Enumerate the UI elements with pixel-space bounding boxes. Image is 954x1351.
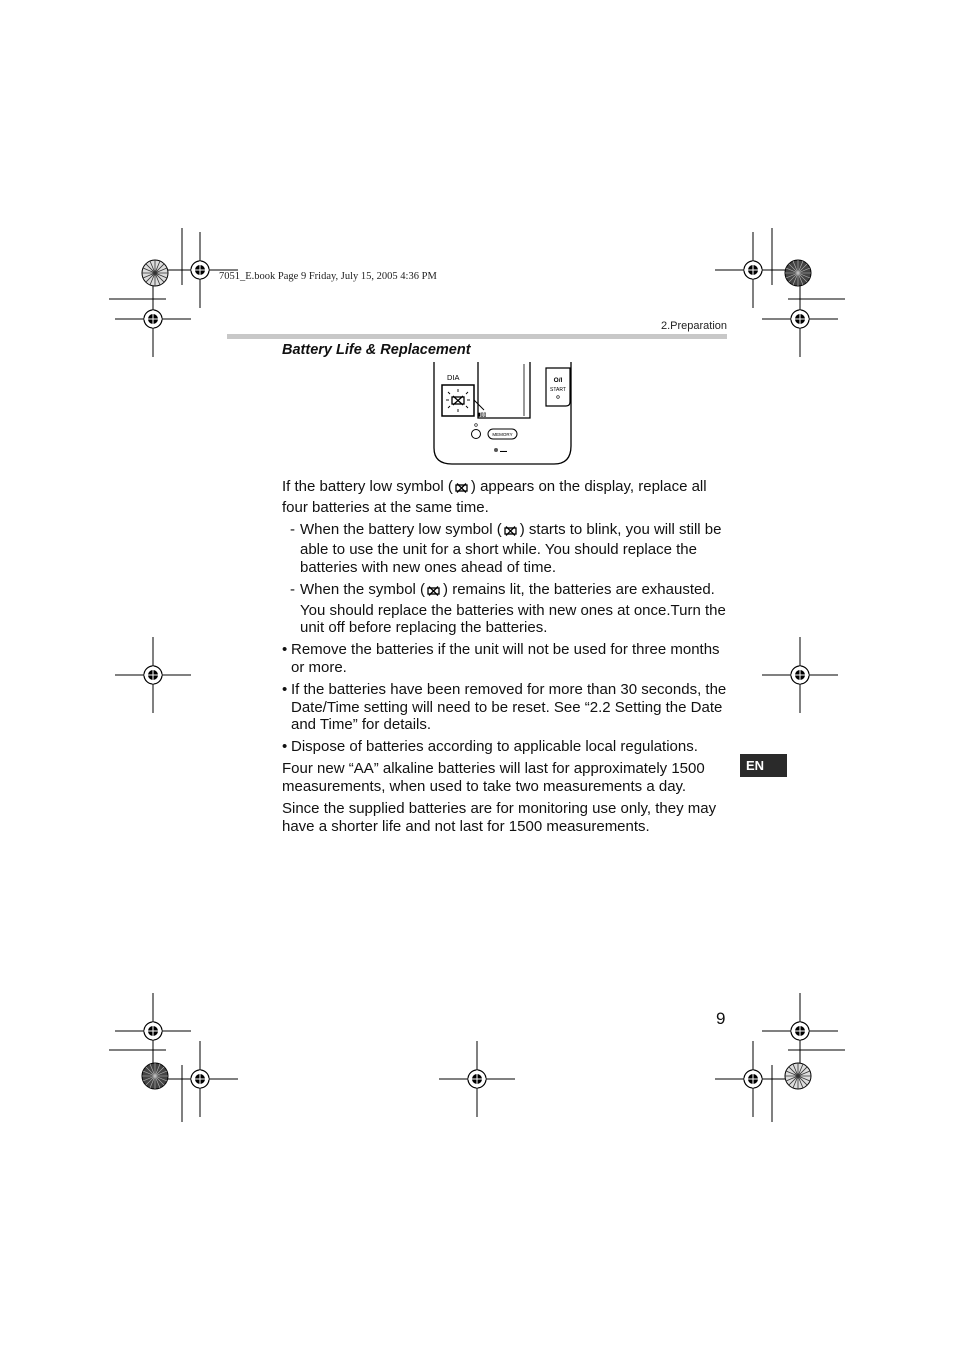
print-header: 7051_E.book Page 9 Friday, July 15, 2005 4:36 PM [219, 271, 437, 282]
language-tab: EN [740, 754, 787, 777]
section-label: 2.Preparation [660, 320, 727, 332]
svg-text:▮▯▯: ▮▯▯ [478, 412, 487, 418]
intro-paragraph: If the battery low symbol ( ) appears on the display, replace all four batteries at the same time. [282, 478, 707, 516]
header-rule [227, 334, 727, 339]
start-label: START [550, 387, 566, 393]
page-number: 9 [716, 1009, 726, 1028]
list-item: • Dispose of batteries according to applicable local regulations. [282, 738, 698, 756]
list-item: • If the batteries have been removed for more than 30 seconds, the Date/Time setting will need to be reset. See “2.2 Setting the Date and Time” for details. [282, 680, 727, 734]
section-heading: Battery Life & Replacement [282, 342, 471, 358]
dia-label: DIA [447, 373, 460, 382]
svg-text:▬▬: ▬▬ [500, 449, 507, 453]
list-item: • Remove the batteries if the unit will not be used for three months or more. [282, 641, 720, 676]
battery-low-icon [503, 524, 519, 542]
power-label: O/I [553, 377, 563, 384]
battery-life-paragraph: Four new “AA” alkaline batteries will last for approximately 1500 measurements, when used to take two measurements a day. [282, 760, 705, 795]
battery-low-icon [426, 584, 442, 602]
list-item: - When the symbol ( ) remains lit, the batteries are exhausted. You should replace the batteries with new ones at once.Turn the unit off before replacing the batteries. [290, 580, 726, 637]
body-text [282, 478, 730, 840]
battery-low-icon [454, 481, 470, 499]
memory-label: MEMORY [492, 432, 513, 437]
dash-list [282, 521, 730, 637]
monitor-illustration [430, 360, 580, 470]
list-item: - When the battery low symbol ( ) starts to blink, you will still be able to use the unit for a short while. You should replace the batteries with new ones ahead of time. [290, 520, 722, 576]
supplied-batteries-paragraph: Since the supplied batteries are for monitoring use only, they may have a shorter life and not last for 1500 measurements. [282, 800, 717, 835]
